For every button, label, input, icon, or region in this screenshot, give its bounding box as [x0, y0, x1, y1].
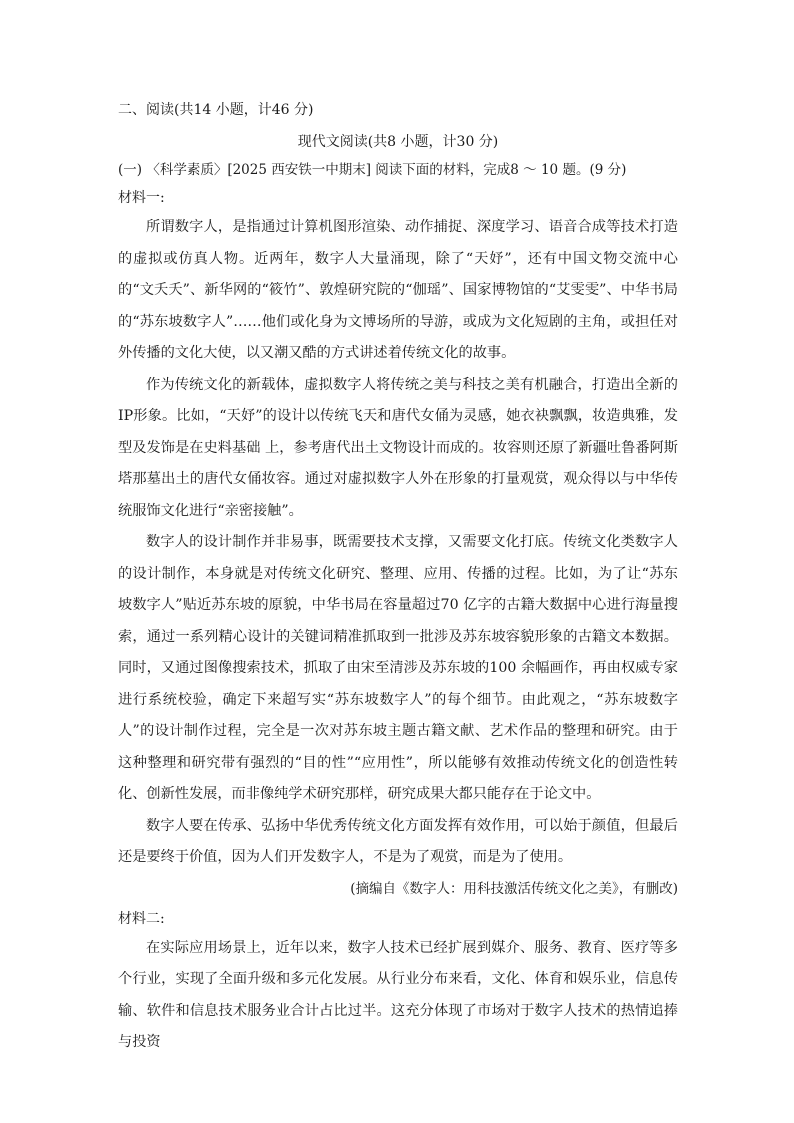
- document-page: [118, 96, 678, 1059]
- material-one-paragraph-2: 作为传统文化的新载体，虚拟数字人将传统之美与科技之美有机融合，打造出全新的IP形象。比如，“天妤”的设计以传统飞天和唐代女俑为灵感，她衣袂飘飘，妆造典雅，发型及发饰是在史料基础 上，参考唐代出土文物设计而成的。妆容则还原了新疆吐鲁番阿斯塔那墓出土的唐代女俑妆容。通过对虚拟数字人外在形象的打量观赏，观众得以与中华传统服饰文化进行“亲密接触”。: [118, 376, 678, 519]
- material-two-paragraph-1: 在实际应用场景上，近年以来，数字人技术已经扩展到媒介、服务、教育、医疗等多个行业，实现了全面升级和多元化发展。从行业分布来看，文化、体育和娱乐业，信息传输、软件和信息技术服务业合计占比过半。这充分体现了市场对于数字人技术的热情追捧与投资: [118, 939, 678, 1050]
- subsection-heading: 现代文阅读(共8 小题，计30 分): [297, 134, 499, 150]
- material-one-label: 材料一:: [118, 190, 165, 206]
- material-one-paragraph-3: 数字人的设计制作并非易事，既需要技术支撑，又需要文化打底。传统文化类数字人的设计制作，本身就是对传统文化研究、整理、应用、传播的过程。比如，为了让“苏东坡数字人”贴近苏东坡的原貌，中华书局在容量超过70 亿字的古籍大数据中心进行海量搜索，通过一系列精心设计的关键词精准抓取到一批涉及苏东坡容貌形象的古籍文本数据。同时，又通过图像搜索技术，抓取了由宋至清涉及苏东坡的100 余幅画作，再由权威专家进行系统校验，确定下来超写实“苏东坡数字人”的每个细节。由此观之，“苏东坡数字人”的设计制作过程，完全是一次对苏东坡主题古籍文献、艺术作品的整理和研究。由于这种整理和研究带有强烈的“目的性”“应用性”，所以能够有效推动传统文化的创造性转化、创新性发展，而非像纯学术研究那样，研究成果大都只能存在于论文中。: [118, 534, 678, 802]
- question-intro: (一) 〈科学素质〉[2025 西安铁一中期末] 阅读下面的材料，完成8 ～ 10 题。(9 分): [118, 162, 627, 178]
- source-citation: (摘编自《数字人：用科技激活传统文化之美》，有删改): [350, 880, 678, 897]
- section-heading: 二、阅读(共14 小题，计46 分): [118, 102, 314, 118]
- material-one-paragraph-1: 所谓数字人，是指通过计算机图形渲染、动作捕捉、深度学习、语音合成等技术打造的虚拟或仿真人物。近两年，数字人大量涌现，除了“天妤”，还有中国文物交流中心的“文夭夭”、新华网的“筱竹”、敦煌研究院的“伽瑶”、国家博物馆的“艾雯雯”、中华书局的“苏东坡数字人”……他们或化身为文博场所的导游，或成为文化短剧的主角，或担任对外传播的文化大使，以又潮又酷的方式讲述着传统文化的故事。: [118, 219, 678, 361]
- material-one-paragraph-4: 数字人要在传承、弘扬中华优秀传统文化方面发挥有效作用，可以始于颜值，但最后还是要终于价值，因为人们开发数字人，不是为了观赏，而是为了使用。: [118, 817, 678, 865]
- material-two-label: 材料二:: [118, 910, 165, 927]
